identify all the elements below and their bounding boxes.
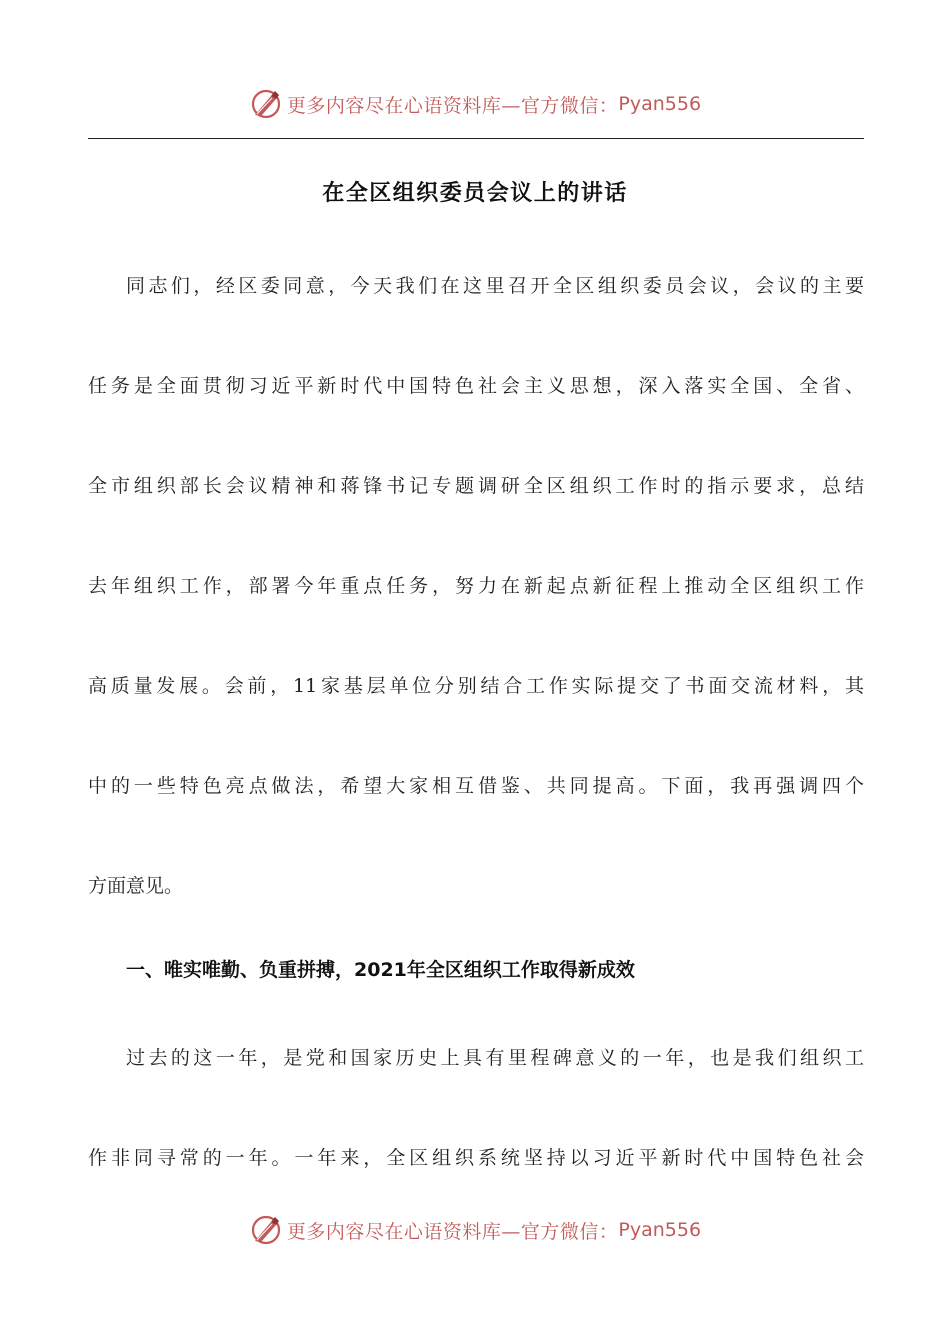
banner-contact: Pyan556 [618,1219,702,1241]
paragraph-line: 任务是全面贯彻习近平新时代中国特色社会主义思想，深入落实全国、全省、 [88,375,864,397]
pen-nib-logo-icon [249,1213,283,1247]
banner-text: 更多内容尽在心语资料库—官方微信： [286,94,619,117]
paragraph-line: 过去的这一年，是党和国家历史上具有里程碑意义的一年，也是我们组织工 [126,1047,864,1069]
section-heading: 一、唯实唯勤、负重拼搏，2021年全区组织工作取得新成效 [126,959,635,981]
footer-banner [0,1210,950,1250]
paragraph-line: 方面意见。 [88,875,184,897]
header-divider [88,138,864,139]
banner-contact: Pyan556 [618,93,702,115]
banner-text: 更多内容尽在心语资料库—官方微信： [286,1220,619,1243]
header-banner [0,84,950,124]
document-title: 在全区组织委员会议上的讲话 [322,181,628,206]
paragraph-line: 作非同寻常的一年。一年来，全区组织系统坚持以习近平新时代中国特色社会 [88,1147,864,1169]
pen-nib-logo-icon [249,87,283,121]
paragraph-line: 同志们，经区委同意，今天我们在这里召开全区组织委员会议，会议的主要 [126,275,864,297]
paragraph-line: 去年组织工作，部署今年重点任务，努力在新起点新征程上推动全区组织工作 [88,575,864,597]
paragraph-line: 全市组织部长会议精神和蒋锋书记专题调研全区组织工作时的指示要求，总结 [88,475,864,497]
paragraph-line: 高质量发展。会前，11家基层单位分别结合工作实际提交了书面交流材料，其 [88,675,864,697]
paragraph-line: 中的一些特色亮点做法，希望大家相互借鉴、共同提高。下面，我再强调四个 [88,775,864,797]
